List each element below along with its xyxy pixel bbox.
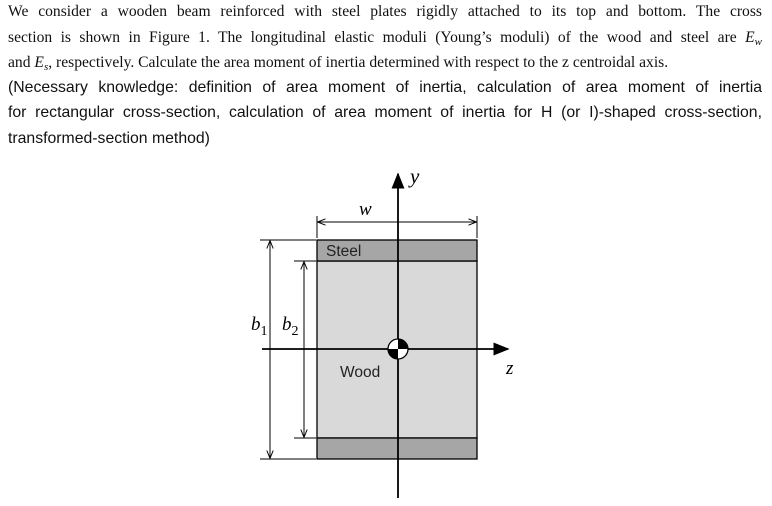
z-axis-label: z [506, 358, 514, 379]
steel-label: Steel [326, 243, 362, 260]
b2-subscript: 2 [291, 324, 299, 339]
es-symbol-letter: E [34, 54, 44, 71]
centroid-icon [388, 339, 408, 359]
knowledge-line-2: for rectangular cross-section, calculation of area moment of inertia for H (or I)-shaped cross-section, [8, 104, 762, 121]
b2-letter: b [282, 314, 292, 335]
b1-letter: b [251, 314, 261, 335]
problem-text-line-3-rest: , respectively. Calculate the area moment of inertia determined with respect to the z centroidal axis. [48, 54, 669, 71]
problem-text-line-3-and: and [8, 54, 31, 71]
ew-subscript: w [754, 36, 762, 48]
problem-text-line-2-main: section is shown in Figure 1. The longitudinal elastic moduli (Young’s moduli) of the wood and steel are [8, 29, 737, 46]
problem-text-line-1: We consider a wooden beam reinforced with steel plates rigidly attached to its top and bottom. The cross [8, 3, 762, 20]
b2-label [282, 314, 299, 339]
b1-label [251, 314, 268, 339]
steel-plate-bottom [317, 438, 477, 459]
es-subscript: s [43, 61, 49, 73]
knowledge-line-3: transformed-section method) [8, 130, 210, 147]
y-axis-label: y [410, 164, 420, 188]
knowledge-line-1: (Necessary knowledge: definition of area moment of inertia, calculation of area moment of inertia [8, 79, 762, 96]
b1-subscript: 1 [260, 324, 268, 339]
ew-symbol-letter: E [745, 29, 755, 46]
width-label: w [359, 199, 372, 220]
wood-label: Wood [340, 364, 381, 381]
